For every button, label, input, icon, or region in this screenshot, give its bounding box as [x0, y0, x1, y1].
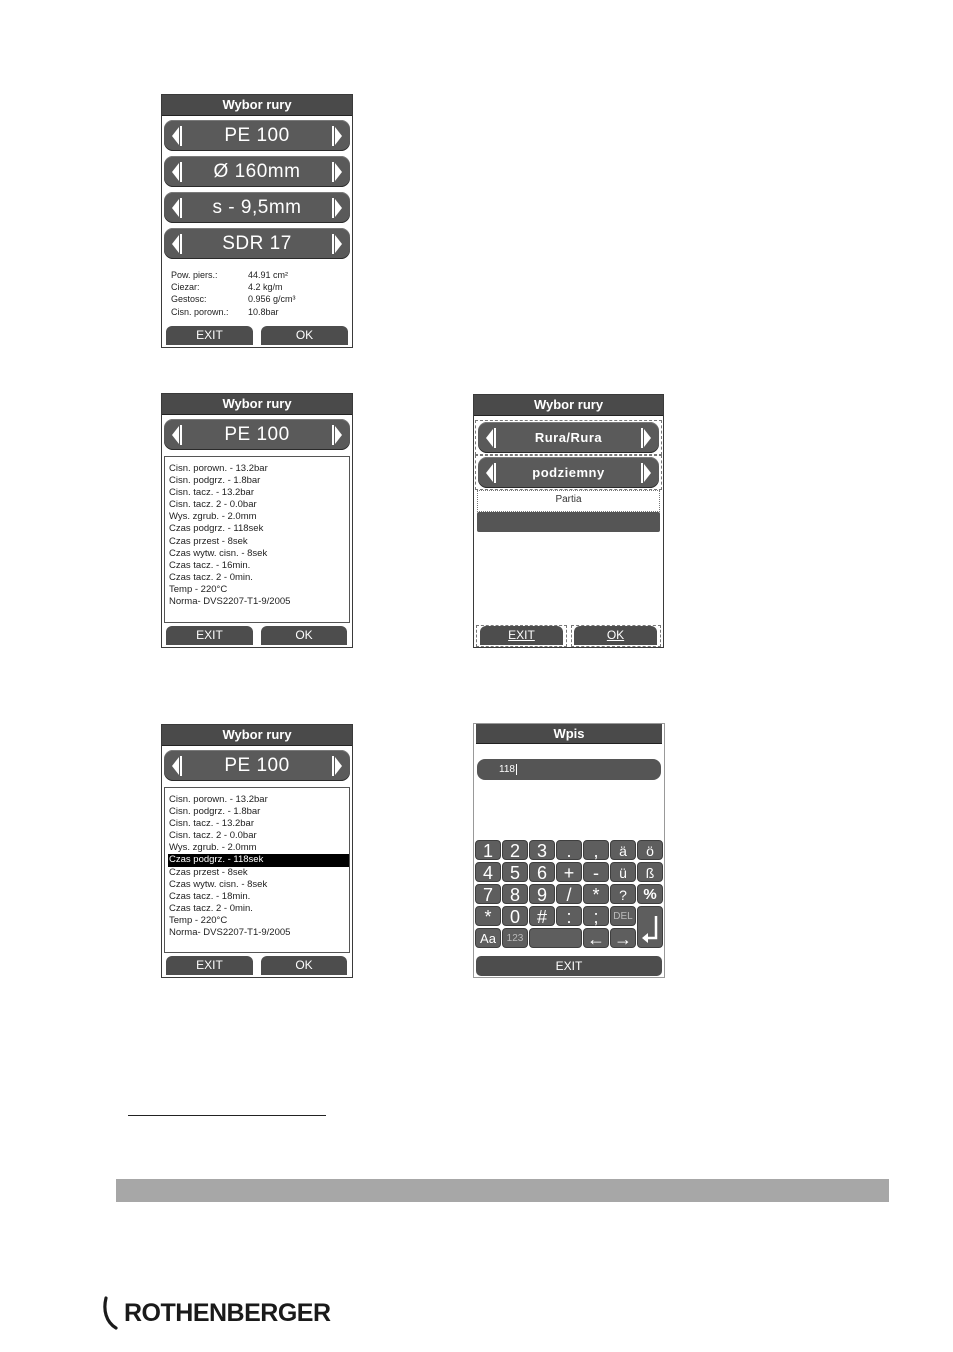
arrow-left-icon[interactable] — [169, 123, 185, 149]
key-colon[interactable]: : — [556, 906, 582, 926]
list-item: Wys. zgrub. - 2.0mm — [169, 511, 257, 523]
arrow-left-icon[interactable] — [169, 159, 185, 185]
text-cursor — [516, 764, 517, 775]
arrow-left-icon[interactable] — [169, 422, 185, 448]
arrow-right-icon[interactable] — [329, 231, 345, 257]
key-o-umlaut[interactable]: ö — [637, 840, 663, 860]
ok-button[interactable]: OK — [574, 626, 657, 645]
pipe-joint-value: Rura/Rura — [534, 430, 603, 445]
footnote-rule — [128, 1115, 326, 1116]
list-item[interactable]: Czas tacz. 2 - 0min. — [169, 902, 253, 914]
sdr-selector[interactable] — [164, 228, 350, 259]
list-item[interactable]: Wys. zgrub. - 2.0mm — [169, 842, 257, 854]
rothenberger-logo — [102, 1296, 331, 1330]
key-minus[interactable]: - — [583, 862, 609, 882]
key-delete[interactable]: DEL — [610, 906, 636, 926]
list-item: Cisn. podgrz. - 1.8bar — [169, 475, 261, 487]
arrow-right-icon[interactable] — [329, 123, 345, 149]
list-item[interactable]: Temp - 220°C — [169, 914, 228, 926]
sdr-value: SDR 17 — [222, 232, 292, 254]
wall-thickness-selector[interactable] — [164, 192, 350, 223]
key-space[interactable] — [529, 928, 582, 948]
location-value: podziemny — [532, 465, 605, 480]
pipe-info — [171, 269, 296, 318]
list-item[interactable]: Cisn. tacz. - 13.2bar — [169, 818, 255, 830]
key-slash[interactable]: / — [556, 884, 582, 904]
list-item: Czas tacz. - 16min. — [169, 559, 251, 571]
material-selector[interactable] — [164, 419, 350, 450]
key-asterisk-2[interactable]: * — [475, 906, 501, 926]
key-3[interactable]: 3 — [529, 840, 555, 860]
arrow-left-icon[interactable] — [483, 425, 499, 451]
material-value: PE 100 — [224, 124, 290, 146]
key-semicolon[interactable]: ; — [583, 906, 609, 926]
material-selector[interactable] — [164, 750, 350, 781]
list-item[interactable]: Cisn. podgrz. - 1.8bar — [169, 806, 261, 818]
info-row: Gestosc: 0.956 g/cm³ — [171, 294, 296, 305]
key-numeric-mode[interactable]: 123 — [502, 928, 528, 948]
batch-label: Partia — [555, 494, 582, 505]
key-0[interactable]: 0 — [502, 906, 528, 926]
key-2[interactable]: 2 — [502, 840, 528, 860]
parameter-list[interactable] — [164, 787, 350, 953]
key-5[interactable]: 5 — [502, 862, 528, 882]
key-8[interactable]: 8 — [502, 884, 528, 904]
info-row: Pow. piers.: 44.91 cm² — [171, 270, 289, 280]
info-row: Cisn. porown.: 10.8bar — [171, 306, 279, 317]
screen-title: Wybor rury — [162, 725, 352, 746]
key-eszett[interactable]: ß — [637, 862, 663, 882]
batch-input-field[interactable] — [477, 512, 660, 532]
list-item: Czas przest - 8sek — [169, 535, 248, 547]
key-6[interactable]: 6 — [529, 862, 555, 882]
ok-button[interactable]: OK — [261, 956, 347, 975]
key-arrow-right[interactable]: → — [610, 928, 636, 948]
value-input-field[interactable] — [477, 759, 661, 780]
arrow-right-icon[interactable] — [638, 425, 654, 451]
key-case-toggle[interactable]: Aa — [475, 928, 501, 948]
screen-title: Wybor rury — [474, 395, 663, 416]
location-selector[interactable] — [478, 457, 659, 488]
diameter-value: Ø 160mm — [213, 160, 301, 182]
key-4[interactable]: 4 — [475, 862, 501, 882]
list-item[interactable]: Czas wytw. cisn. - 8sek — [169, 878, 268, 890]
key-percent[interactable]: % — [637, 884, 663, 904]
list-item: Cisn. tacz. - 13.2bar — [169, 487, 255, 499]
arrow-right-icon[interactable] — [329, 159, 345, 185]
enter-icon — [640, 914, 660, 944]
list-item: Czas tacz. 2 - 0min. — [169, 571, 253, 583]
exit-button[interactable]: EXIT — [476, 956, 662, 976]
material-value: PE 100 — [224, 754, 290, 776]
list-item: Temp - 220°C — [169, 583, 228, 595]
material-selector[interactable] — [164, 120, 350, 151]
key-arrow-left[interactable]: ← — [583, 928, 609, 948]
logo-swoosh-icon — [102, 1296, 124, 1330]
enter-key[interactable] — [637, 906, 663, 948]
key-9[interactable]: 9 — [529, 884, 555, 904]
screen-title: Wybor rury — [162, 95, 352, 116]
key-u-umlaut[interactable]: ü — [610, 862, 636, 882]
ok-button[interactable]: OK — [261, 626, 347, 645]
list-item: Czas podgrz. - 118sek — [169, 523, 264, 535]
exit-button[interactable]: EXIT — [166, 326, 253, 345]
screen-pipe-parameters-highlighted — [161, 724, 353, 978]
info-row: Ciezar: 4.2 kg/m — [171, 282, 283, 293]
screen-pipe-selection-1 — [161, 94, 353, 348]
material-value: PE 100 — [224, 423, 290, 445]
arrow-left-icon[interactable] — [483, 460, 499, 486]
key-plus[interactable]: + — [556, 862, 582, 882]
list-item[interactable]: Cisn. porown. - 13.2bar — [169, 794, 268, 805]
arrow-right-icon[interactable] — [638, 460, 654, 486]
input-value: 118 — [499, 764, 515, 775]
arrow-right-icon[interactable] — [329, 753, 345, 779]
list-item[interactable]: Czas przest - 8sek — [169, 866, 248, 878]
arrow-right-icon[interactable] — [329, 422, 345, 448]
ok-button[interactable]: OK — [261, 326, 348, 345]
arrow-left-icon[interactable] — [169, 231, 185, 257]
diameter-selector[interactable] — [164, 156, 350, 187]
list-item[interactable]: Czas tacz. - 18min. — [169, 890, 251, 902]
list-item: Cisn. tacz. 2 - 0.0bar — [169, 499, 257, 511]
key-1[interactable]: 1 — [475, 840, 501, 860]
footer-band — [116, 1179, 889, 1202]
pipe-joint-selector[interactable] — [478, 422, 659, 453]
key-7[interactable]: 7 — [475, 884, 501, 904]
key-period[interactable]: . — [556, 840, 582, 860]
screen-title: Wybor rury — [162, 394, 352, 415]
arrow-right-icon[interactable] — [329, 195, 345, 221]
screen-pipe-parameters — [161, 393, 353, 648]
wall-thickness-value: s - 9,5mm — [212, 196, 302, 218]
list-item[interactable]: Cisn. tacz. 2 - 0.0bar — [169, 830, 257, 842]
list-item: Czas wytw. cisn. - 8sek — [169, 547, 268, 559]
list-item: Cisn. porown. - 13.2bar — [169, 463, 268, 474]
exit-button[interactable]: EXIT — [166, 956, 253, 975]
key-question[interactable]: ? — [610, 884, 636, 904]
key-hash[interactable]: # — [529, 906, 555, 926]
screen-title: Wpis — [476, 724, 662, 744]
exit-button[interactable]: EXIT — [480, 626, 563, 645]
list-item: Norma- DVS2207-T1-9/2005 — [169, 596, 291, 608]
arrow-left-icon[interactable] — [169, 195, 185, 221]
exit-button[interactable]: EXIT — [166, 626, 253, 645]
screen-input-keyboard — [473, 723, 665, 978]
list-item[interactable]: Norma- DVS2207-T1-9/2005 — [169, 927, 291, 939]
parameter-list[interactable] — [164, 456, 350, 623]
key-comma[interactable]: , — [583, 840, 609, 860]
brand-wordmark: ROTHENBERGER — [124, 1298, 331, 1327]
screen-pipe-type — [473, 394, 664, 648]
arrow-left-icon[interactable] — [169, 753, 185, 779]
key-a-umlaut[interactable]: ä — [610, 840, 636, 860]
key-asterisk[interactable]: * — [583, 884, 609, 904]
list-item-selected[interactable]: Czas podgrz. - 118sek — [168, 854, 349, 866]
